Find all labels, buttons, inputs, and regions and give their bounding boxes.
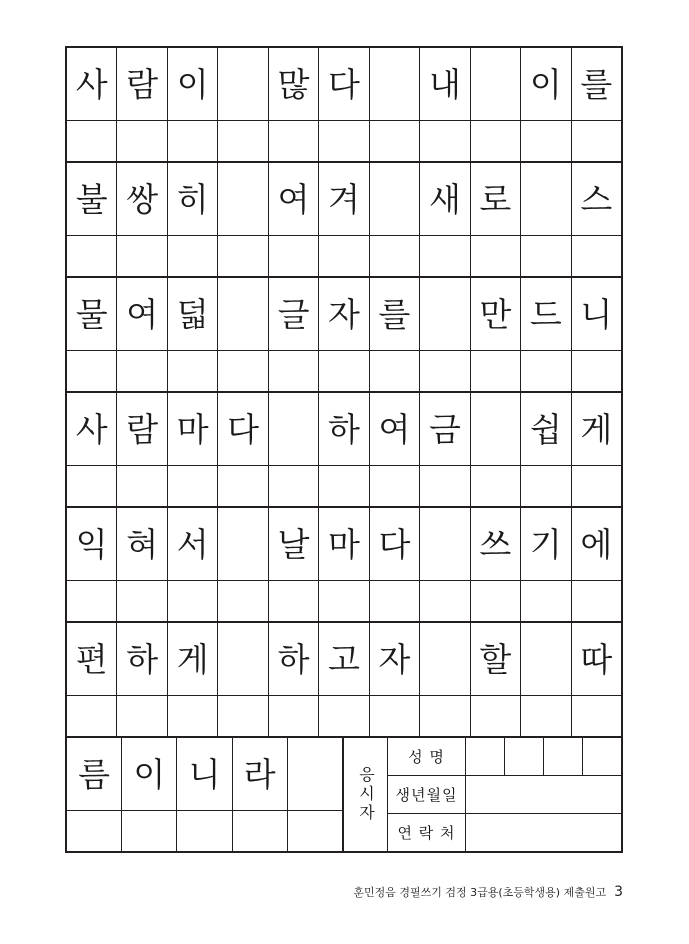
grid-cell[interactable]: 따: [580, 639, 613, 679]
examinee-label-text: 응시자: [356, 766, 376, 823]
grid-row-written: [67, 623, 621, 695]
grid-cell-empty[interactable]: [521, 120, 571, 161]
grid-cell[interactable]: [218, 623, 268, 695]
grid-cell-empty[interactable]: [370, 235, 420, 276]
grid-cell-empty[interactable]: [521, 695, 571, 736]
grid-cell[interactable]: 새: [420, 163, 470, 235]
grid-cell-empty[interactable]: [420, 350, 470, 391]
grid-cell-empty[interactable]: [168, 350, 218, 391]
grid-cell-empty[interactable]: [370, 695, 420, 736]
grid-cell[interactable]: 다: [370, 508, 420, 580]
grid-cell-empty[interactable]: [420, 695, 470, 736]
birthdate-field-box[interactable]: [466, 776, 621, 813]
grid-cell[interactable]: 많: [269, 48, 319, 120]
grid-cell[interactable]: 불: [67, 163, 117, 235]
grid-cell-empty[interactable]: [370, 580, 420, 621]
grid-cell-empty[interactable]: [288, 738, 342, 810]
grid-block-last: [67, 738, 621, 851]
grid-cell[interactable]: 쌍: [117, 163, 167, 235]
grid-cell-empty[interactable]: [117, 695, 167, 736]
grid-cell[interactable]: 니: [177, 738, 232, 810]
grid-row-written: [67, 163, 621, 235]
grid-cell-empty[interactable]: [471, 350, 521, 391]
info-row-contact: [388, 814, 621, 851]
grid-cell-empty[interactable]: [218, 465, 268, 506]
grid-cell[interactable]: 게: [168, 623, 218, 695]
grid-cell[interactable]: 게: [580, 409, 613, 449]
grid-cell-empty[interactable]: [471, 465, 521, 506]
grid-cell-empty[interactable]: [471, 235, 521, 276]
grid-cell-empty[interactable]: [269, 235, 319, 276]
grid-cell-empty[interactable]: [370, 465, 420, 506]
grid-cell[interactable]: 쉽: [521, 393, 571, 465]
grid-cell[interactable]: [370, 163, 420, 235]
grid-cell-empty[interactable]: [168, 235, 218, 276]
grid-cell-empty[interactable]: [117, 120, 167, 161]
grid-cell[interactable]: 이: [122, 738, 177, 810]
grid-cell-empty[interactable]: [67, 465, 117, 506]
grid-cell-empty[interactable]: [218, 350, 268, 391]
grid-row-written: [67, 48, 621, 120]
grid-cell-empty[interactable]: [67, 580, 117, 621]
grid-cell[interactable]: 글: [269, 278, 319, 350]
examinee-label: [344, 738, 388, 851]
grid-cell-empty[interactable]: [168, 695, 218, 736]
grid-cell[interactable]: [420, 508, 470, 580]
info-fields-contact: [466, 814, 621, 851]
grid-cell[interactable]: 익: [67, 508, 117, 580]
grid-cell[interactable]: 하: [117, 623, 167, 695]
grid-block: [67, 48, 621, 163]
grid-row-empty: [67, 350, 621, 391]
grid-cell[interactable]: 로: [471, 163, 521, 235]
grid-cell-empty[interactable]: [218, 695, 268, 736]
grid-cell-empty[interactable]: [572, 695, 621, 736]
grid-cell[interactable]: 드: [521, 278, 571, 350]
grid-cell[interactable]: 이: [521, 48, 571, 120]
grid-cell-empty[interactable]: [572, 350, 621, 391]
grid-cell-empty[interactable]: [269, 350, 319, 391]
grid-cell-empty[interactable]: [420, 120, 470, 161]
grid-cell[interactable]: 서: [168, 508, 218, 580]
grid-row-written: [67, 738, 342, 810]
grid-block: [67, 163, 621, 278]
page-footer: [0, 884, 623, 900]
grid-cell[interactable]: 니: [580, 294, 613, 334]
info-label-contact: 연 락 처: [388, 814, 466, 851]
grid-cell[interactable]: 자: [370, 623, 420, 695]
examinee-info-rows: [388, 738, 621, 851]
info-fields-name: [466, 738, 621, 775]
grid-cell[interactable]: [420, 278, 470, 350]
grid-block: [67, 393, 621, 508]
grid-cell[interactable]: [218, 278, 268, 350]
name-field-box[interactable]: [583, 738, 621, 775]
grid-cell-empty[interactable]: [269, 695, 319, 736]
grid-cell[interactable]: 사: [67, 393, 117, 465]
name-field-box[interactable]: [466, 738, 505, 775]
grid-cell-empty[interactable]: [168, 580, 218, 621]
grid-cell[interactable]: 여: [117, 278, 167, 350]
grid-row-empty: [67, 695, 621, 736]
grid-cell-empty[interactable]: [521, 235, 571, 276]
page-number: 3: [614, 884, 623, 900]
grid-cell[interactable]: 를: [580, 64, 613, 104]
grid-cell-empty[interactable]: [572, 465, 621, 506]
grid-row-written: [67, 278, 621, 350]
grid-cell-empty[interactable]: [572, 120, 621, 161]
grid-row-written: [67, 508, 621, 580]
grid-cell-empty[interactable]: [122, 810, 177, 851]
grid-cell[interactable]: 금: [420, 393, 470, 465]
grid-row-empty: [67, 235, 621, 276]
grid-row-empty: [67, 120, 621, 161]
grid-cell-empty[interactable]: [117, 235, 167, 276]
grid-cell-empty[interactable]: [67, 810, 122, 851]
grid-cell[interactable]: [420, 623, 470, 695]
grid-cell[interactable]: 이: [168, 48, 218, 120]
grid-cell[interactable]: 하: [269, 623, 319, 695]
grid-cell-empty[interactable]: [117, 350, 167, 391]
grid-cell-empty[interactable]: [269, 580, 319, 621]
footer-text: 훈민정음 경필쓰기 검정 3급용(초등학생용) 제출원고: [353, 886, 607, 899]
grid-cell[interactable]: 사: [67, 48, 117, 120]
grid-cell-empty[interactable]: [67, 120, 117, 161]
grid-cell-empty[interactable]: [420, 580, 470, 621]
grid-cell-empty[interactable]: [572, 235, 621, 276]
grid-cell[interactable]: 내: [420, 48, 470, 120]
grid-row-empty: [67, 580, 621, 621]
grid-block: [67, 623, 621, 738]
grid-cell[interactable]: 다: [218, 393, 268, 465]
grid-cell-empty[interactable]: [67, 235, 117, 276]
grid-cell[interactable]: 히: [168, 163, 218, 235]
grid-cell[interactable]: [471, 393, 521, 465]
grid-cell-empty[interactable]: [319, 350, 369, 391]
grid-cell[interactable]: 하: [319, 393, 369, 465]
grid-cell-empty[interactable]: [67, 695, 117, 736]
grid-cell[interactable]: [269, 393, 319, 465]
grid-cell-empty[interactable]: [319, 235, 369, 276]
grid-cell[interactable]: 람: [117, 393, 167, 465]
examinee-info-box: [344, 738, 621, 851]
grid-cell-empty[interactable]: [117, 465, 167, 506]
grid-cell-empty[interactable]: [233, 810, 288, 851]
grid-cell[interactable]: 겨: [319, 163, 369, 235]
info-row-name: [388, 738, 621, 776]
grid-cell-empty[interactable]: [177, 810, 232, 851]
grid-cell[interactable]: 날: [269, 508, 319, 580]
grid-cell[interactable]: [521, 623, 571, 695]
grid-cell-empty[interactable]: [269, 465, 319, 506]
grid-cell[interactable]: 마: [168, 393, 218, 465]
grid-cell[interactable]: 스: [580, 179, 613, 219]
grid-cell[interactable]: 만: [471, 278, 521, 350]
grid-row-empty: [67, 810, 342, 851]
grid-cell-empty[interactable]: [319, 580, 369, 621]
grid-cell-empty[interactable]: [168, 120, 218, 161]
info-row-birthdate: [388, 776, 621, 814]
grid-cell[interactable]: 기: [521, 508, 571, 580]
writing-grid-sheet: [65, 46, 623, 853]
grid-cell-empty[interactable]: [521, 580, 571, 621]
grid-cell[interactable]: [218, 508, 268, 580]
name-field-box[interactable]: [544, 738, 583, 775]
grid-cell-empty[interactable]: [471, 695, 521, 736]
grid-cell-empty[interactable]: [319, 695, 369, 736]
grid-cell[interactable]: [218, 163, 268, 235]
grid-cell-empty[interactable]: [288, 810, 342, 851]
grid-cell[interactable]: 름: [67, 738, 122, 810]
grid-cell[interactable]: 를: [370, 278, 420, 350]
grid-cell-empty[interactable]: [471, 580, 521, 621]
grid-cell[interactable]: 덟: [168, 278, 218, 350]
last-grid-section: [67, 738, 344, 851]
grid-cell[interactable]: 쓰: [471, 508, 521, 580]
grid-block: [67, 278, 621, 393]
grid-cell-empty[interactable]: [67, 350, 117, 391]
grid-cell[interactable]: 에: [580, 524, 613, 564]
grid-cell[interactable]: 라: [233, 738, 288, 810]
info-label-birthdate: 생년월일: [388, 776, 466, 813]
grid-cell-empty[interactable]: [370, 350, 420, 391]
grid-cell-empty[interactable]: [521, 465, 571, 506]
grid-cell[interactable]: 자: [319, 278, 369, 350]
grid-cell-empty[interactable]: [572, 580, 621, 621]
grid-block: [67, 508, 621, 623]
info-fields-birthdate: [466, 776, 621, 813]
grid-cell-empty[interactable]: [168, 465, 218, 506]
grid-cell-empty[interactable]: [521, 350, 571, 391]
contact-field-box[interactable]: [466, 814, 621, 851]
grid-cell-empty[interactable]: [117, 580, 167, 621]
grid-cell[interactable]: 여: [370, 393, 420, 465]
grid-cell-empty[interactable]: [420, 235, 470, 276]
grid-row-empty: [67, 465, 621, 506]
grid-cell-empty[interactable]: [319, 465, 369, 506]
grid-cell[interactable]: 물: [67, 278, 117, 350]
grid-cell-empty[interactable]: [218, 235, 268, 276]
grid-cell-empty[interactable]: [218, 580, 268, 621]
grid-cell[interactable]: 람: [117, 48, 167, 120]
grid-cell-empty[interactable]: [218, 120, 268, 161]
grid-cell[interactable]: [218, 48, 268, 120]
grid-row-written: [67, 393, 621, 465]
grid-cell[interactable]: [471, 48, 521, 120]
grid-cell[interactable]: 여: [269, 163, 319, 235]
grid-cell-empty[interactable]: [370, 120, 420, 161]
grid-cell[interactable]: 마: [319, 508, 369, 580]
grid-cell-empty[interactable]: [420, 465, 470, 506]
grid-cell[interactable]: [370, 48, 420, 120]
grid-cell[interactable]: 다: [319, 48, 369, 120]
grid-cell-empty[interactable]: [269, 120, 319, 161]
grid-cell[interactable]: [521, 163, 571, 235]
grid-cell[interactable]: 편: [67, 623, 117, 695]
grid-cell[interactable]: 할: [471, 623, 521, 695]
info-label-name: 성 명: [388, 738, 466, 775]
name-field-box[interactable]: [505, 738, 544, 775]
grid-cell-empty[interactable]: [319, 120, 369, 161]
grid-cell-empty[interactable]: [471, 120, 521, 161]
grid-cell[interactable]: 고: [319, 623, 369, 695]
grid-cell[interactable]: 혀: [117, 508, 167, 580]
